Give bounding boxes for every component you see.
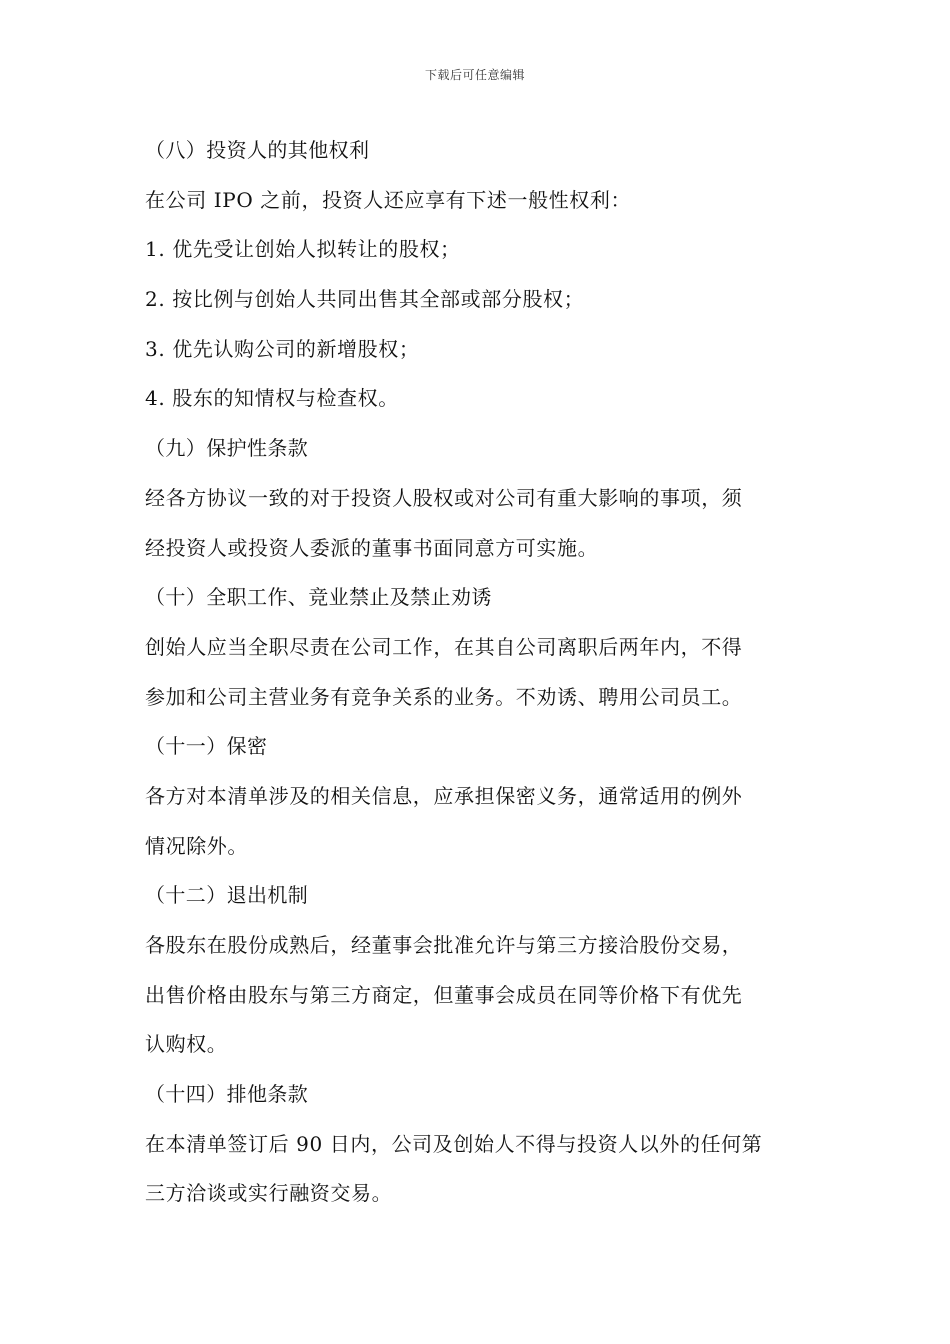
list-item-3: 3. 优先认购公司的新增股权；	[145, 336, 420, 361]
list-item-2: 2. 按比例与创始人共同出售其全部或部分股权；	[145, 287, 585, 312]
page-header: 下载后可任意编辑	[424, 68, 525, 82]
paragraph-line: 经各方协议一致的对于投资人股权或对公司有重大影响的事项，须	[145, 485, 743, 510]
paragraph-line: 各方对本清单涉及的相关信息，应承担保密义务，通常适用的例外	[145, 783, 743, 808]
paragraph-line: 参加和公司主营业务有竞争关系的业务。不劝诱、聘用公司员工。	[145, 684, 743, 709]
paragraph-line: 经投资人或投资人委派的董事书面同意方可实施。	[145, 535, 599, 560]
section-heading-10: （十）全职工作、竞业禁止及禁止劝诱	[145, 585, 492, 610]
list-item-1: 1. 优先受让创始人拟转让的股权；	[145, 237, 461, 262]
section-heading-9: （九）保护性条款	[145, 436, 309, 461]
paragraph-line: 在本清单签订后 90 日内，公司及创始人不得与投资人以外的任何第	[145, 1131, 763, 1156]
paragraph-line: 情况除外。	[145, 833, 248, 858]
paragraph-line: 认购权。	[145, 1032, 228, 1057]
paragraph-line: 创始人应当全职尽责在公司工作，在其自公司离职后两年内，不得	[145, 634, 743, 659]
paragraph-line: 在公司 IPO 之前，投资人还应享有下述一般性权利：	[145, 187, 632, 212]
section-heading-11: （十一）保密	[145, 734, 268, 759]
paragraph-line: 出售价格由股东与第三方商定，但董事会成员在同等价格下有优先	[145, 982, 743, 1007]
section-heading-12: （十二）退出机制	[145, 883, 309, 908]
list-item-4: 4. 股东的知情权与检查权。	[145, 386, 399, 411]
paragraph-line: 三方洽谈或实行融资交易。	[145, 1181, 393, 1206]
paragraph-line: 各股东在股份成熟后，经董事会批准允许与第三方接洽股份交易，	[145, 933, 743, 957]
section-heading-8: （八）投资人的其他权利	[145, 138, 370, 162]
document-body	[145, 132, 810, 1225]
section-heading-14: （十四）排他条款	[145, 1082, 309, 1107]
